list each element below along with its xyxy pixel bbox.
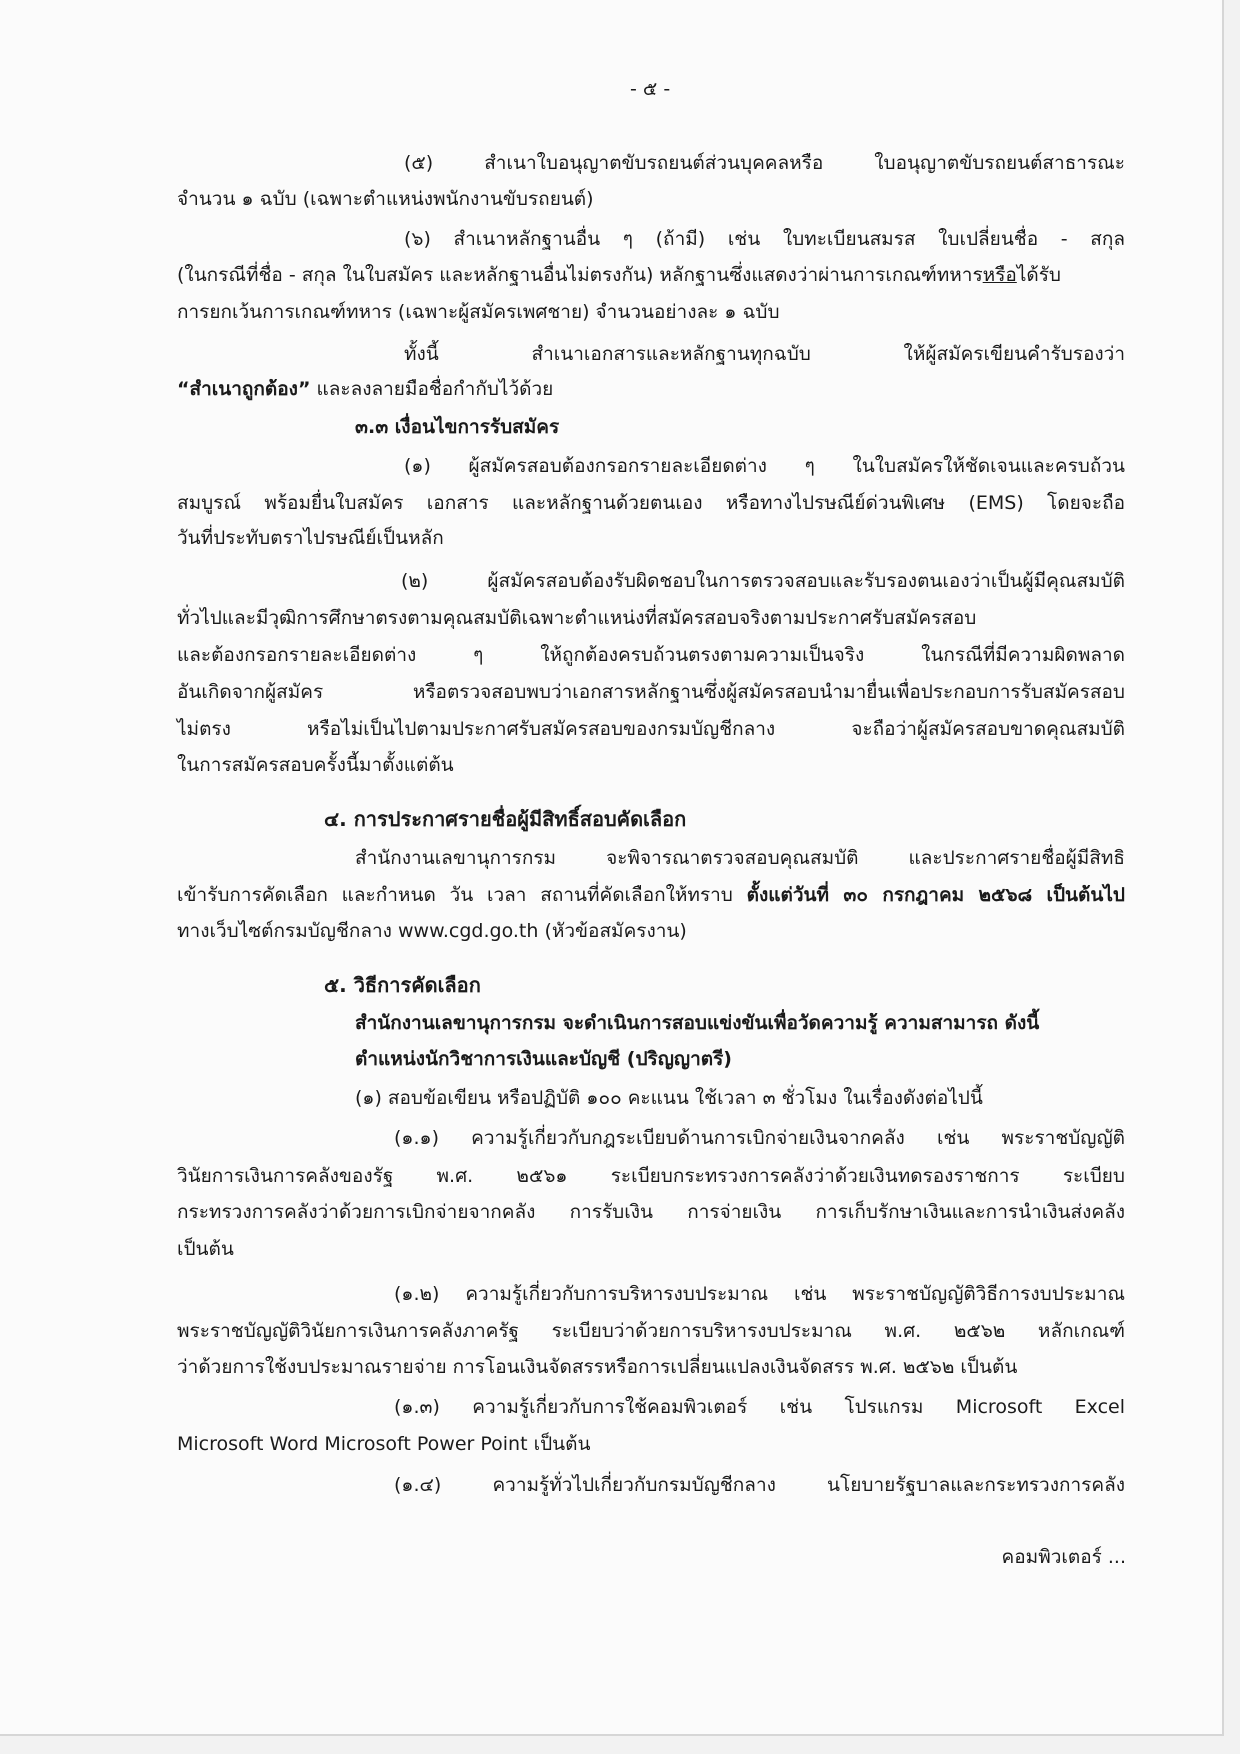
paragraph-line: ไม่ตรง หรือไม่เป็นไปตามประกาศรับสมัครสอบของกรมบัญชีกลาง จะถือว่าผู้สมัครสอบขาดคุณสมบัติ (177, 718, 1125, 740)
text-span: เข้ารับการคัดเลือก และกำหนด วัน เวลา สถานที่คัดเลือกให้ทราบ (177, 884, 747, 906)
continuation-footer: คอมพิวเตอร์ ... (1001, 1546, 1126, 1568)
paragraph-line: (๑) ผู้สมัครสอบต้องกรอกรายละเอียดต่าง ๆ ในใบสมัครให้ชัดเจนและครบถ้วน (404, 455, 1125, 477)
paragraph-line: ทั้งนี้ สำเนาเอกสารและหลักฐานทุกฉบับ ให้ผู้สมัครเขียนคำรับรองว่า (404, 343, 1125, 365)
paragraph-line: (๑.๒) ความรู้เกี่ยวกับการบริหารงบประมาณ เช่น พระราชบัญญัติวิธีการงบประมาณ (394, 1283, 1125, 1305)
underlined-word: หรือ (982, 264, 1017, 286)
paragraph-line: (๕) สำเนาใบอนุญาตขับรถยนต์ส่วนบุคคลหรือ ใบอนุญาตขับรถยนต์สาธารณะ (404, 152, 1125, 174)
bold-phrase: “สำเนาถูกต้อง” (177, 378, 311, 400)
paragraph-line (177, 882, 1125, 908)
text-span: (ในกรณีที่ชื่อ - สกุล ในใบสมัคร และหลักฐานอื่นไม่ตรงกัน) หลักฐานซึ่งแสดงว่าผ่านการเกณฑ์ทหาร (177, 264, 983, 286)
text-span: และลงลายมือชื่อกำกับไว้ด้วย (310, 378, 554, 400)
paragraph-line: กระทรวงการคลังว่าด้วยการเบิกจ่ายจากคลัง การรับเงิน การจ่ายเงิน การเก็บรักษาเงินและการนำเงินส่งคลัง (177, 1201, 1125, 1223)
paragraph-line: (๑.๔) ความรู้ทั่วไปเกี่ยวกับกรมบัญชีกลาง นโยบายรัฐบาลและกระทรวงการคลัง (394, 1474, 1125, 1496)
bold-phrase: ตั้งแต่วันที่ ๓๐ กรกฎาคม ๒๕๖๘ เป็นต้นไป (746, 884, 1125, 906)
paragraph-line: (๖) สำเนาหลักฐานอื่น ๆ (ถ้ามี) เช่น ใบทะเบียนสมรส ใบเปลี่ยนชื่อ - สกุล (404, 228, 1125, 250)
paragraph-line: ในการสมัครสอบครั้งนี้มาตั้งแต่ต้น (177, 754, 454, 776)
paragraph-line: พระราชบัญญัติวินัยการเงินการคลังภาครัฐ ระเบียบว่าด้วยการบริหารงบประมาณ พ.ศ. ๒๕๖๒ หลักเกณฑ์ (177, 1320, 1125, 1342)
paragraph-line: สมบูรณ์ พร้อมยื่นใบสมัคร เอกสาร และหลักฐานด้วยตนเอง หรือทางไปรษณีย์ด่วนพิเศษ (EMS) โดยจะถือ (177, 492, 1125, 514)
paragraph-line: และต้องกรอกรายละเอียดต่าง ๆ ให้ถูกต้องครบถ้วนตรงตามความเป็นจริง ในกรณีที่มีความผิดพลาด (177, 644, 1125, 666)
bold-line: สำนักงานเลขานุการกรม จะดำเนินการสอบแข่งขันเพื่อวัดความรู้ ความสามารถ ดังนี้ (355, 1012, 1040, 1034)
paragraph-line: ทั่วไปและมีวุฒิการศึกษาตรงตามคุณสมบัติเฉพาะตำแหน่งที่สมัครสอบจริงตามประกาศรับสมัครสอบ (177, 607, 977, 629)
paragraph-line: เป็นต้น (177, 1238, 234, 1260)
paragraph-line: Microsoft Word Microsoft Power Point เป็นต้น (177, 1433, 591, 1455)
paragraph-line (177, 262, 1061, 288)
paragraph-line: การยกเว้นการเกณฑ์ทหาร (เฉพาะผู้สมัครเพศชาย) จำนวนอย่างละ ๑ ฉบับ (177, 301, 780, 323)
paragraph-line: จำนวน ๑ ฉบับ (เฉพาะตำแหน่งพนักงานขับรถยนต์) (177, 188, 594, 210)
paragraph-line: ว่าด้วยการใช้งบประมาณรายจ่าย การโอนเงินจัดสรรหรือการเปลี่ยนแปลงเงินจัดสรร พ.ศ. ๒๕๖๒ เป็นต้น (177, 1356, 1018, 1378)
page-number: - ๕ - (630, 78, 671, 100)
paragraph-line: วินัยการเงินการคลังของรัฐ พ.ศ. ๒๕๖๑ ระเบียบกระทรวงการคลังว่าด้วยเงินทดรองราชการ ระเบียบ (177, 1165, 1125, 1187)
paragraph-line: สำนักงานเลขานุการกรม จะพิจารณาตรวจสอบคุณสมบัติ และประกาศรายชื่อผู้มีสิทธิ (355, 847, 1125, 869)
paragraph-line: (๒) ผู้สมัครสอบต้องรับผิดชอบในการตรวจสอบและรับรองตนเองว่าเป็นผู้มีคุณสมบัติ (401, 570, 1125, 592)
section-heading-5: ๕. วิธีการคัดเลือก (324, 973, 481, 997)
paragraph-line: อันเกิดจากผู้สมัคร หรือตรวจสอบพบว่าเอกสารหลักฐานซึ่งผู้สมัครสอบนำมายื่นเพื่อประกอบการรับสมัครสอบ (177, 681, 1125, 703)
text-span: ได้รับ (1016, 264, 1061, 286)
section-heading-4: ๔. การประกาศรายชื่อผู้มีสิทธิ์สอบคัดเลือก (324, 807, 687, 831)
paragraph-line: (๑) สอบข้อเขียน หรือปฏิบัติ ๑๐๐ คะแนน ใช้เวลา ๓ ชั่วโมง ในเรื่องดังต่อไปนี้ (355, 1087, 983, 1109)
paragraph-line: ทางเว็บไซต์กรมบัญชีกลาง www.cgd.go.th (หัวข้อสมัครงาน) (177, 920, 687, 942)
section-heading-3-3: ๓.๓ เงื่อนไขการรับสมัคร (355, 416, 560, 438)
paragraph-line: (๑.๓) ความรู้เกี่ยวกับการใช้คอมพิวเตอร์ เช่น โปรแกรม Microsoft Excel (394, 1396, 1125, 1418)
paragraph-line (177, 376, 553, 402)
paragraph-line: (๑.๑) ความรู้เกี่ยวกับกฎระเบียบด้านการเบิกจ่ายเงินจากคลัง เช่น พระราชบัญญัติ (394, 1127, 1125, 1149)
paragraph-line: วันที่ประทับตราไปรษณีย์เป็นหลัก (177, 527, 444, 549)
bold-line: ตำแหน่งนักวิชาการเงินและบัญชี (ปริญญาตรี) (355, 1048, 732, 1070)
